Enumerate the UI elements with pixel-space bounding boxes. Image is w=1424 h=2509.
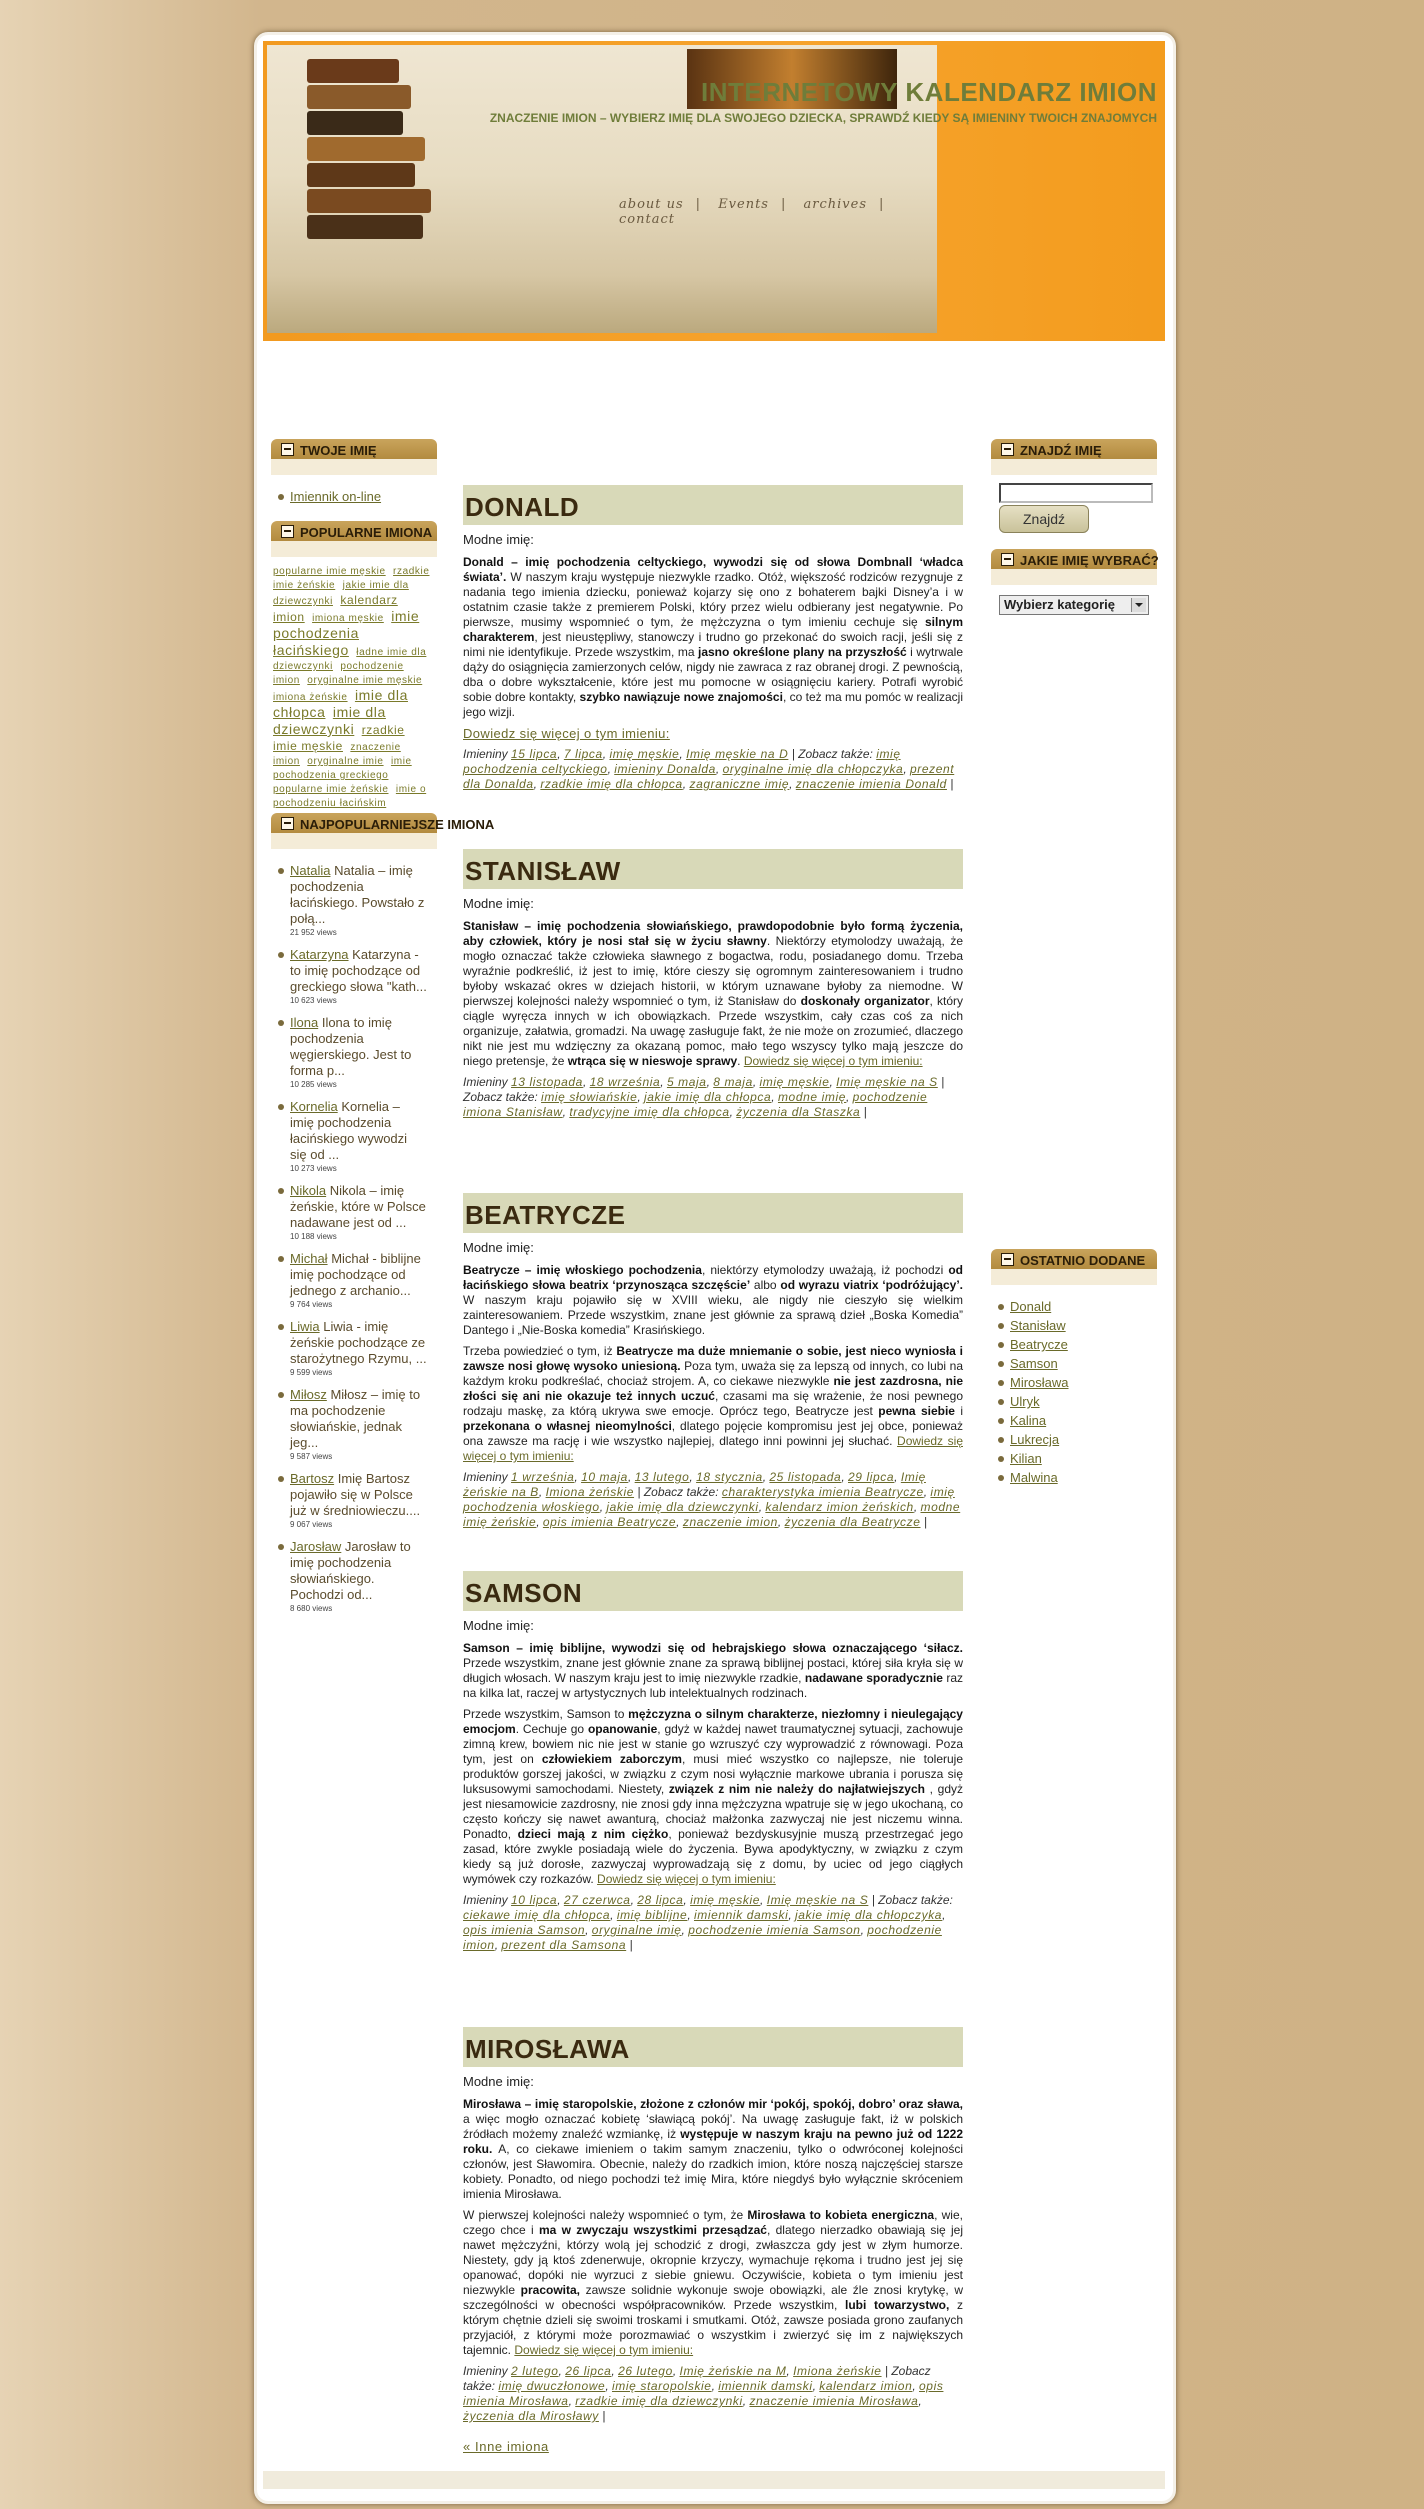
tag-link[interactable]: oryginalne imie męskie bbox=[307, 675, 423, 686]
widget-arrow-icon bbox=[1001, 1253, 1014, 1266]
widget-popularne-title: POPULARNE IMIONA bbox=[271, 521, 437, 557]
post-tags[interactable]: Imieniny 13 listopada, 18 września, 5 maja, 8 maja, imię męskie, Imię męskie na S | Zobacz także: imię słowiańskie, jakie imię dla chłopca, modne imię, pochodzenie imiona Stanisław, tradycyjne imię dla chłopca, życzenia dla Staszka | bbox=[463, 1075, 945, 1119]
popular-name-link[interactable]: Liwia bbox=[290, 1319, 320, 1334]
header-nav-archives[interactable]: archives bbox=[803, 197, 867, 212]
read-more-link[interactable]: Dowiedz się więcej o tym imieniu: bbox=[463, 726, 670, 741]
popular-excerpt: Liwia - imię żeńskie pochodzące ze starożytnego Rzymu, ... bbox=[290, 1319, 427, 1366]
list-item[interactable]: Ulryk bbox=[997, 1394, 1147, 1410]
post bbox=[463, 1571, 963, 1953]
popular-name-link[interactable]: Miłosz bbox=[290, 1387, 327, 1402]
list-item bbox=[277, 1183, 427, 1243]
search-button[interactable]: Znajdź bbox=[999, 505, 1089, 533]
post-tags[interactable]: Imieniny 2 lutego, 26 lipca, 26 lutego, Imię żeńskie na M, Imiona żeńskie | Zobacz także: imię dwuczłonowe, imię staropolskie, imiennik damski, kalendarz imion, opis imienia Mirosława, rzadkie imię dla dziewczynki, znaczenie imienia Mirosława, życzenia dla Mirosławy | bbox=[463, 2364, 944, 2423]
popular-name-link[interactable]: Michał bbox=[290, 1251, 328, 1266]
post-modne-label: Modne imię: bbox=[463, 2074, 534, 2089]
post-paragraph: Donald – imię pochodzenia celtyckiego, wywodzi się od słowa Dombnall ‘władca świata’. W naszym kraju występuje niezwykle rzadko. Otóż, większość rodziców rezygnuje z nadania tego imienia dziecku, ponieważ kojarzy się ono z bohaterem bajki Disney’a i w ostatnim czasie także z premierem Polski, który przez wielu odbierany jest negatywnie. Po pierwsze, musimy wspomnieć o tym, że mężczyzna o tym imieniu cechuje się silnym charakterem, jest nieustępliwy, stanowczy i trudno go przekonać do swoich racji, jeśli się z nimi nie identyfikuje. Przede wszystkim, ma jasno określone plany na przyszłość i wytrwale dąży do osiągnięcia zamierzonych celów, nigdy nie zawraca z raz obranej drogi. Z pewnością, dba o dobre wykształcenie, które jest mu pomocne w osiągnięciu kariery. Potrafi wyrobić sobie dobre kontakty, szybko nawiązuje nowe znajomości, co też ma mu pomóc w realizacji jego wizji. bbox=[463, 555, 964, 719]
post-paragraph: Trzeba powiedzieć o tym, iż Beatrycze ma duże mniemanie o sobie, jest nieco wyniosła i zawsze nosi głowę wysoko uniesioną. Poza tym, uważa się za lepszą od innych, co lubi na każdym kroku podkreślać, chociaż strojem. A, co ciekawe niezwykle nie jest zazdrosna, nie złości się ani nie okazuje też innych uczuć, czasami ma się wrażenie, że nosi pewnego rodzaju maskę, za którą ukrywa swe emocje. Oprócz tego, Beatrycze jest pewna siebie i przekonana o własnej nieomylności, dlatego pojęcie kompromisu jest jej obce, ponieważ ona zawsze ma rację i wie wszystko najlepiej, dlatego inni powinni jej słuchać. Dowiedz się więcej o tym imieniu: bbox=[463, 1344, 964, 1463]
list-item bbox=[277, 1471, 427, 1531]
footer-bar bbox=[263, 2471, 1165, 2489]
post bbox=[463, 1193, 963, 1530]
popular-excerpt: Nikola – imię żeńskie, które w Polsce nadawane jest od ... bbox=[290, 1183, 426, 1230]
ostatnio-dodane-list bbox=[997, 1299, 1147, 1489]
popular-excerpt: Ilona to imię pochodzenia węgierskiego. Jest to forma p... bbox=[290, 1015, 412, 1078]
list-item[interactable]: Mirosława bbox=[997, 1375, 1147, 1391]
post-title[interactable]: BEATRYCZE bbox=[463, 1193, 963, 1233]
popular-excerpt: Miłosz – imię to ma pochodzenie słowiańskie, jednak jeg... bbox=[290, 1387, 421, 1450]
list-item bbox=[277, 1319, 427, 1379]
list-item[interactable]: Kilian bbox=[997, 1451, 1147, 1467]
widget-najpopularniejsze-title: NAJPOPULARNIEJSZE IMIONA bbox=[271, 813, 437, 849]
header-nav-about[interactable]: about us bbox=[619, 197, 684, 212]
widget-ostatnio-title: OSTATNIO DODANE bbox=[991, 1249, 1157, 1285]
popular-name-link[interactable]: Kornelia bbox=[290, 1099, 338, 1114]
tag-link[interactable]: rzadkie imie męskie bbox=[273, 723, 405, 753]
list-item bbox=[277, 947, 427, 1007]
najpopularniejsze-list bbox=[277, 863, 427, 1623]
view-count: 9 764 views bbox=[290, 1300, 333, 1309]
list-item[interactable]: Stanisław bbox=[997, 1318, 1147, 1334]
popular-excerpt: Kornelia – imię pochodzenia łacińskiego wywodzi się od ... bbox=[290, 1099, 408, 1162]
view-count: 10 623 views bbox=[290, 996, 337, 1005]
widget-arrow-icon bbox=[1001, 553, 1014, 566]
view-count: 9 587 views bbox=[290, 1452, 333, 1461]
site-title[interactable]: INTERNETOWY KALENDARZ IMION bbox=[701, 77, 1157, 107]
view-count: 10 273 views bbox=[290, 1164, 337, 1173]
view-count: 9 599 views bbox=[290, 1368, 333, 1377]
popular-excerpt: Jarosław to imię pochodzenia słowiańskiego. Pochodzi od... bbox=[290, 1539, 411, 1602]
widget-arrow-icon bbox=[1001, 443, 1014, 456]
view-count: 21 952 views bbox=[290, 928, 337, 937]
widget-arrow-icon bbox=[281, 817, 294, 830]
tag-link[interactable]: oryginalne imie bbox=[307, 756, 384, 767]
list-item[interactable]: Donald bbox=[997, 1299, 1147, 1315]
view-count: 10 188 views bbox=[290, 1232, 337, 1241]
post-modne-label: Modne imię: bbox=[463, 1618, 534, 1633]
list-item[interactable]: Samson bbox=[997, 1356, 1147, 1372]
post-paragraph: W pierwszej kolejności należy wspomnieć o tym, że Mirosława to kobieta energiczna, wie, czego chce i ma w zwyczaju wszystkimi przesądzać, dlatego nierzadko obawiają się jej nawet mężczyźni, którzy wolą jej schodzić z drogi, zwłaszcza gdy jest w złym humorze. Niestety, gdy ją ktoś zdenerwuje, okropnie krzyczy, wymachuje rękoma i trudno jest jej się opanować, dopóki nie wyrzuci z siebie gniewu. Oczywiście, kobieta o tym imieniu jest niezwykle pracowita, zawsze solidnie wykonuje swoje obowiązki, ale źle znosi krytykę, w szczególności w obecności współpracowników. Przede wszystkim, lubi towarzystwo, z którym chętnie dzieli się swoimi troskami i smutkami. Otóż, zawsze posiada grono zaufanych przyjaciół, z którymi może porozmawiać o wszystkim i zwierzyć się im z największych tajemnic. Dowiedz się więcej o tym imieniu: bbox=[463, 2208, 963, 2357]
tag-link[interactable]: imie pochodzenia łacińskiego bbox=[273, 608, 420, 658]
tag-link[interactable]: imie pochodzenia greckiego bbox=[273, 756, 412, 781]
tag-link[interactable]: imie dla chłopca bbox=[273, 687, 408, 720]
header-nav: about us | Events | archives | contact bbox=[619, 197, 885, 227]
popular-excerpt: Imię Bartosz pojawiło się w Polsce już w średniowieczu.... bbox=[290, 1471, 421, 1518]
list-item bbox=[277, 1015, 427, 1091]
post-paragraph: Beatrycze – imię włoskiego pochodzenia, niektórzy etymolodzy uważają, iż pochodzi od łacińskiego słowa beatrix ‘przynosząca szczęście’ albo od wyrazu viatrix ‘podróżujący’. W naszym kraju pojawiło się w XVIII wieku, ale nigdy nie cieszyło się wielkim zainteresowaniem. Przede wszystkim, znane jest głównie za sprawą dzieł „Boska Komedia” Dantego i „Nie-Boska komedia” Krasińskiego. bbox=[463, 1263, 964, 1337]
tag-link[interactable]: ładne imie dla dziewczynki bbox=[273, 647, 427, 672]
tag-link[interactable]: znaczenie imion bbox=[273, 742, 401, 767]
tag-link[interactable]: imiona żeńskie bbox=[273, 692, 348, 703]
tag-link[interactable]: kalendarz imion bbox=[273, 593, 398, 624]
list-item bbox=[277, 863, 427, 939]
site-header bbox=[263, 41, 1165, 341]
post-title[interactable]: MIROSŁAWA bbox=[463, 2027, 963, 2067]
header-nav-contact[interactable]: contact bbox=[619, 212, 675, 227]
post-modne-label: Modne imię: bbox=[463, 896, 534, 911]
list-item[interactable]: Imiennik on-line bbox=[277, 489, 427, 505]
tag-link[interactable]: pochodzenie imion bbox=[273, 661, 404, 686]
post-tags[interactable]: Imieniny 10 lipca, 27 czerwca, 28 lipca, imię męskie, Imię męskie na S | Zobacz także: ciekawe imię dla chłopca, imię biblijne, imiennik damski, jakie imię dla chłopczyka, opis imienia Samson, oryginalne imię, pochodzenie imienia Samson, pochodzenie imion, prezent dla Samsona | bbox=[463, 1893, 953, 1952]
popular-name-link[interactable]: Jarosław bbox=[290, 1539, 342, 1554]
category-select[interactable]: Wybierz kategorię bbox=[999, 595, 1149, 615]
older-posts-link[interactable]: « Inne imiona bbox=[463, 2439, 549, 2454]
post-paragraph: Mirosława – imię staropolskie, złożone z członów mir ‘pokój, spokój, dobro’ oraz sława, a więc mogło oznaczać kobietę ‘sławiącą pokój’. Na uwagę zasługuje fakt, iż w polskich źródłach możemy znaleźć wzmiankę, iż występuje w naszym kraju na pewno już od 1222 roku. A, co ciekawe imieniem o takim samym znaczeniu, tylko o odwróconej kolejności członów, jest Sławomira. Obecnie, należy do rzadkich imion, które noszą najczęściej starsze kobiety. Ponadto, od niego pochodzi też imię Mira, które niegdyś było wyłącznie skróceniem imienia Mirosława. bbox=[463, 2097, 964, 2201]
view-count: 10 285 views bbox=[290, 1080, 337, 1089]
tag-link[interactable]: imie dla dziewczynki bbox=[273, 704, 386, 737]
list-item bbox=[277, 1251, 427, 1311]
post bbox=[463, 849, 963, 1120]
list-item[interactable]: Lukrecja bbox=[997, 1432, 1147, 1448]
popular-excerpt: Katarzyna - to imię pochodzące od greckiego słowa "kath... bbox=[290, 947, 427, 994]
widget-wybrac-title: JAKIE IMIĘ WYBRAĆ? bbox=[991, 549, 1157, 585]
post-modne-label: Modne imię: bbox=[463, 532, 534, 547]
post bbox=[463, 2027, 963, 2424]
tag-cloud bbox=[273, 565, 431, 811]
tag-link[interactable]: popularne imie żeńskie bbox=[273, 784, 389, 795]
tag-link[interactable]: imie o pochodzeniu łacińskim bbox=[273, 784, 427, 809]
widget-twoje-imie-title: TWOJE IMIĘ bbox=[271, 439, 437, 475]
list-item bbox=[277, 1099, 427, 1175]
tag-link[interactable]: rzadkie imie żeńskie bbox=[273, 566, 430, 591]
tag-link[interactable]: jakie imie dla dziewczynki bbox=[273, 580, 409, 607]
view-count: 9 067 views bbox=[290, 1520, 333, 1529]
page-container bbox=[254, 32, 1176, 2504]
post-modne-label: Modne imię: bbox=[463, 1240, 534, 1255]
list-item[interactable]: Kalina bbox=[997, 1413, 1147, 1429]
popular-name-link[interactable]: Katarzyna bbox=[290, 947, 349, 962]
post-paragraph: Samson – imię biblijne, wywodzi się od hebrajskiego słowa oznaczającego ‘siłacz. Przede wszystkim, znane jest głównie znane za sprawą biblijnej postaci, której siła kryła się w długich włosach. W naszym kraju jest to imię niezwykle rzadkie, nadawane sporadycznie raz na kilka lat, raczej w artystycznych lub intelektualnych rodzinach. bbox=[463, 1641, 963, 1700]
view-count: 8 680 views bbox=[290, 1604, 333, 1613]
post-paragraph: Stanisław – imię pochodzenia słowiańskiego, prawdopodobnie było formą życzenia, aby człowiek, który je nosi stał się w życiu sławny. Niektórzy etymolodzy uważają, że mogło oznaczać także człowieka sławnego z bogactwa, rodu, posiadanego domu. Trzeba wyraźnie podkreślić, iż jest to imię, które cieszy się ogromnym zainteresowaniem i trudno byłoby wskazać okres w dziejach historii, w którym uznawane byłoby za niemodne. W pierwszej kolejności należy wspomnieć o tym, iż Stanisław do doskonały organizator, który ciągle wyręcza innych w ich obowiązkach. Przede wszystkim, cały czas coś za nich organizuje, załatwia, gromadzi. Na uwagę zasługuje fakt, że nie może on zrozumieć, dlaczego nikt nie jest mu wdzięczny za okazaną pomoc, mało tego wszyscy tylko mają jeszcze do niego pretensje, że wtrąca się w nieswoje sprawy. Dowiedz się więcej o tym imieniu: bbox=[463, 919, 964, 1068]
list-item bbox=[277, 1387, 427, 1463]
popular-name-link[interactable]: Ilona bbox=[290, 1015, 319, 1030]
post-title[interactable]: STANISŁAW bbox=[463, 849, 963, 889]
post bbox=[463, 485, 963, 792]
widget-znajdz-title: ZNAJDŹ IMIĘ bbox=[991, 439, 1157, 475]
post-title[interactable]: DONALD bbox=[463, 485, 963, 525]
search-input[interactable] bbox=[999, 483, 1153, 503]
post-tags[interactable]: Imieniny 1 września, 10 maja, 13 lutego, 18 stycznia, 25 listopada, 29 lipca, Imię żeńskie na B, Imiona żeńskie | Zobacz także: charakterystyka imienia Beatrycze, imię pochodzenia włoskiego, jakie imię dla dziewczynki, kalendarz imion żeńskich, modne imię żeńskie, opis imienia Beatrycze, znaczenie imion, życzenia dla Beatrycze | bbox=[463, 1470, 961, 1529]
popular-name-link[interactable]: Natalia bbox=[290, 863, 331, 878]
header-nav-events[interactable]: Events bbox=[718, 197, 769, 212]
twoje-imie-list bbox=[277, 489, 427, 505]
popular-name-link[interactable]: Bartosz bbox=[290, 1471, 335, 1486]
widget-arrow-icon bbox=[281, 443, 294, 456]
tag-link[interactable]: imiona męskie bbox=[312, 613, 384, 624]
post-paragraph: Przede wszystkim, Samson to mężczyzna o silnym charakterze, niezłomny i nieulegający emocjom. Cechuje go opanowanie, gdyż w każdej nawet traumatycznej sytuacji, zachowuje zimną krew, bowiem nic nie jest w stanie go wzruszyć czy wyprowadzić z równowagi. Poza tym, jest on człowiekiem zaborczym, musi mieć wszystko co najlepsze, nie toleruje produktów gorszej jakości, w związku z czym nosi wyłącznie markowe ubrania i porusza się luksusowymi samochodami. Niestety, związek z nim nie należy do najłatwiejszych , gdyż jest niesamowicie zazdrosny, nie znosi gdy inna mężczyzna wpatruje się w jego ukochaną, co często kończy się nawet awanturą, chociaż małżonka zazwyczaj nie jest niczemu winna. Ponadto, dzieci mają z nim ciężko, ponieważ bezdyskusyjnie muszą przestrzegać jego zasad, które zwykle posiadają wiele do życzenia. Bywa apodyktyczny, w związku z czym kiedy są już dorosłe, zazwyczaj wyprowadzają się z domu, by uciec od jego ciągłych wymówek czy rozkazów. Dowiedz się więcej o tym imieniu: bbox=[463, 1707, 964, 1886]
list-item[interactable]: Malwina bbox=[997, 1470, 1147, 1486]
popular-excerpt: Natalia – imię pochodzenia łacińskiego. Powstało z połą... bbox=[290, 863, 425, 926]
post-title[interactable]: SAMSON bbox=[463, 1571, 963, 1611]
tag-link[interactable]: popularne imie męskie bbox=[273, 566, 386, 577]
popular-excerpt: Michał - biblijne imię pochodzące od jednego z archanio... bbox=[290, 1251, 421, 1298]
site-description: ZNACZENIE IMION – WYBIERZ IMIĘ DLA SWOJEGO DZIECKA, SPRAWDŹ KIEDY SĄ IMIENINY TWOICH ZNAJOMYCH bbox=[489, 111, 1157, 125]
widget-arrow-icon bbox=[281, 525, 294, 538]
popular-name-link[interactable]: Nikola bbox=[290, 1183, 327, 1198]
list-item bbox=[277, 1539, 427, 1615]
post-tags[interactable]: Imieniny 15 lipca, 7 lipca, imię męskie, Imię męskie na D | Zobacz także: imię pochodzenia celtyckiego, imieniny Donalda, oryginalne imię dla chłopczyka, prezent dla Donalda, rzadkie imię dla chłopca, zagraniczne imię, znaczenie imienia Donald | bbox=[463, 747, 955, 791]
list-item[interactable]: Beatrycze bbox=[997, 1337, 1147, 1353]
chevron-down-icon bbox=[1131, 598, 1146, 612]
